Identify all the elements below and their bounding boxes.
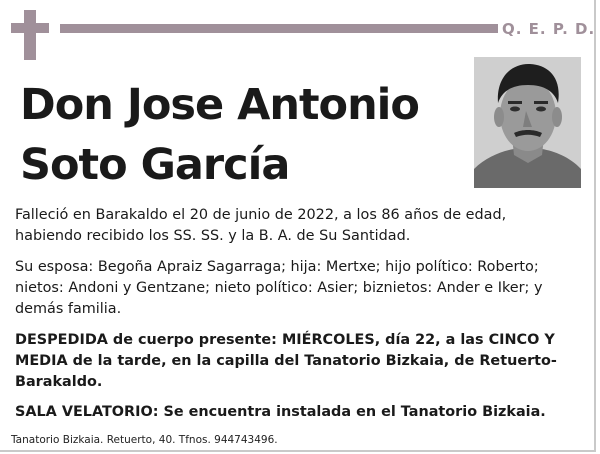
portrait-photo xyxy=(474,57,581,188)
qepd-badge: Q. E. P. D. xyxy=(502,20,596,38)
header-rule xyxy=(60,24,498,33)
family-paragraph: Su esposa: Begoña Apraiz Sagarraga; hija: Mertxe; hijo político: Roberto; nietos: Andoni y Gentzane; nieto político: Asier; biznietos: Ander e Iker; y demás familia. xyxy=(15,259,543,317)
deceased-name-line1: Don Jose Antonio xyxy=(20,80,419,130)
cross-icon-horizontal xyxy=(11,23,49,33)
death-notice-paragraph: Falleció en Barakaldo el 20 de junio de 2022, a los 86 años de edad, habiendo recibido los SS. SS. y la B. A. de Su Santidad. xyxy=(15,207,507,244)
cross-icon-vertical xyxy=(24,10,36,60)
portrait-image xyxy=(474,57,581,188)
funeral-home-footer: Tanatorio Bizkaia. Retuerto, 40. Tfnos. 944743496. xyxy=(11,434,278,446)
deceased-name-line2: Soto García xyxy=(20,140,290,190)
wake-room-paragraph: SALA VELATORIO: Se encuentra instalada en el Tanatorio Bizkaia. xyxy=(15,404,546,420)
farewell-paragraph: DESPEDIDA de cuerpo presente: MIÉRCOLES, día 22, a las CINCO Y MEDIA de la tarde, en la capilla del Tanatorio Bizkaia, de Retuerto-Barakaldo. xyxy=(15,332,557,390)
